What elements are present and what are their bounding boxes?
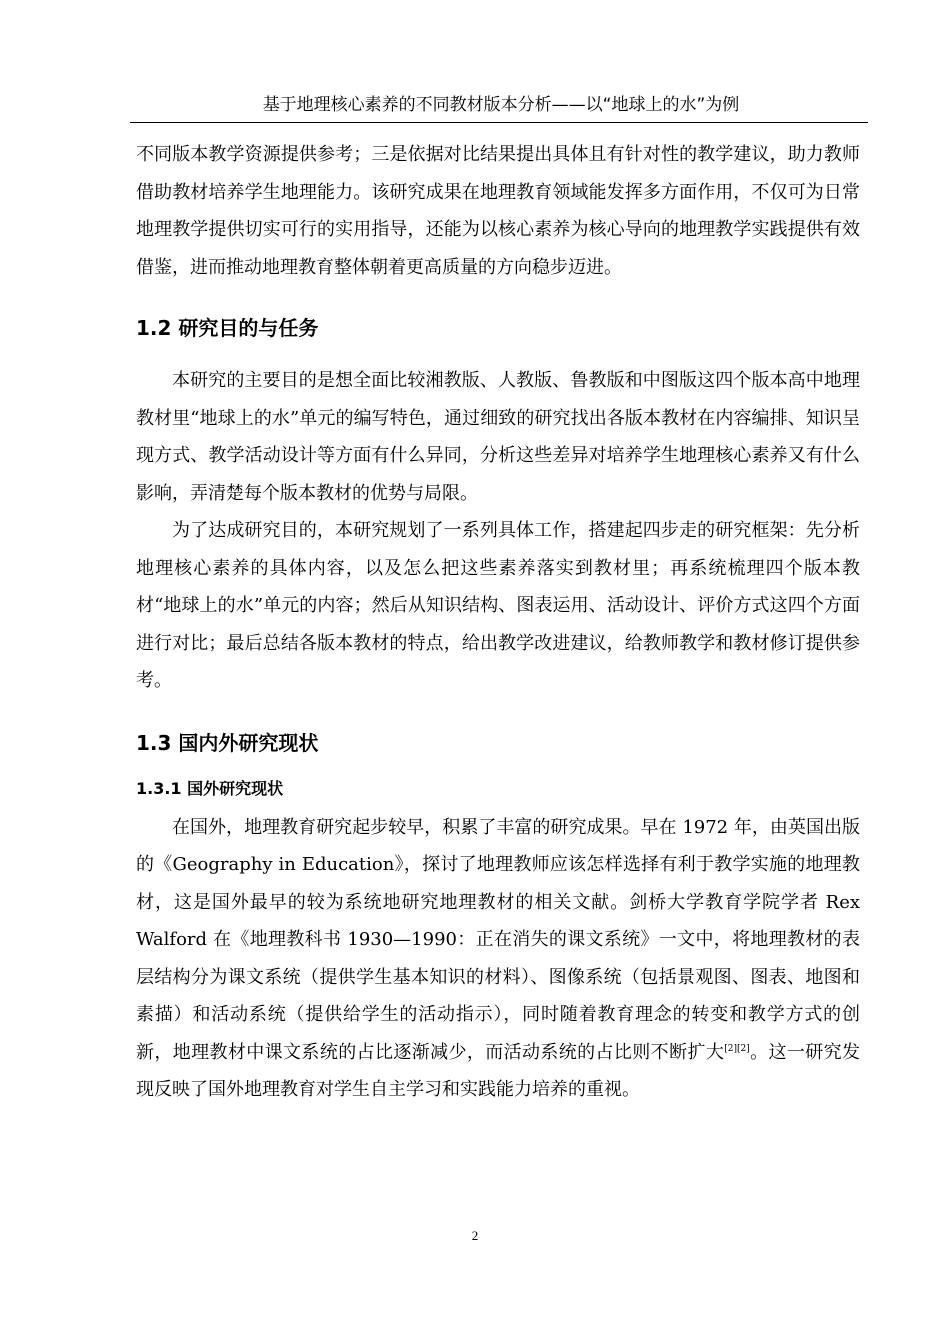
body-content (136, 136, 860, 1109)
subsection-heading-1-3-1: 1.3.1 国外研究现状 (136, 778, 284, 798)
citation-marker: [2][2] (724, 1043, 750, 1054)
paragraph-foreign-research-tail: 。这一研究发现反映了国外地理教育对学生自主学习和实践能力培养的重视。 (136, 1041, 861, 1100)
section-heading-1-2: 1.2 研究目的与任务 (136, 316, 319, 340)
paragraph-foreign-research (136, 809, 860, 1109)
header-rule (130, 122, 868, 123)
page-number: 2 (471, 1228, 479, 1243)
paragraph-foreign-research-text: 在国外，地理教育研究起步较早，积累了丰富的研究成果。早在 1972 年，由英国出版的《Geography in Education》，探讨了地理教师应该怎样选择有利于教学实施的地理教材，这是国外最早的较为系统地研究地理教材的相关文献。剑桥大学教育学院学者 Rex Walford 在《地理教科书 1930—1990：正在消失的课文系统》一文中，将地理教材的表层结构分为课文系统（提供学生基本知识的材料）、图像系统（包括景观图、图表、地图和素描）和活动系统（提供给学生的活动指示），同时随着教育理念的转变和教学方式的创新，地理教材中课文系统的占比逐渐减少，而活动系统的占比则不断扩大 (136, 816, 860, 1063)
section-heading-1-3: 1.3 国内外研究现状 (136, 730, 319, 755)
paragraph-intro-continued: 不同版本教学资源提供参考；三是依据对比结果提出具体且有针对性的教学建议，助力教师借助教材培养学生地理能力。该研究成果在地理教育领域能发挥多方面作用，不仅可为日常地理教学提供切实可行的实用指导，还能为以核心素养为核心导向的地理教学实践提供有效借鉴，进而推动地理教育整体朝着更高质量的方向稳步迈进。 (136, 144, 860, 278)
paragraph-research-tasks: 为了达成研究目的，本研究规划了一系列具体工作，搭建起四步走的研究框架：先分析地理核心素养的具体内容，以及怎么把这些素养落实到教材里；再系统梳理四个版本教材“地球上的水”单元的内容；然后从知识结构、图表运用、活动设计、评价方式这四个方面进行对比；最后总结各版本教材的特点，给出教学改进建议，给教师教学和教材修订提供参考。 (136, 520, 860, 691)
paragraph-research-purpose: 本研究的主要目的是想全面比较湘教版、人教版、鲁教版和中图版这四个版本高中地理教材里“地球上的水”单元的编写特色，通过细致的研究找出各版本教材在内容编排、知识呈现方式、教学活动设计等方面有什么异同，分析这些差异对培养学生地理核心素养又有什么影响，弄清楚每个版本教材的优势与局限。 (136, 370, 860, 504)
running-header: 基于地理核心素养的不同教材版本分析——以“地球上的水”为例 (262, 95, 740, 115)
